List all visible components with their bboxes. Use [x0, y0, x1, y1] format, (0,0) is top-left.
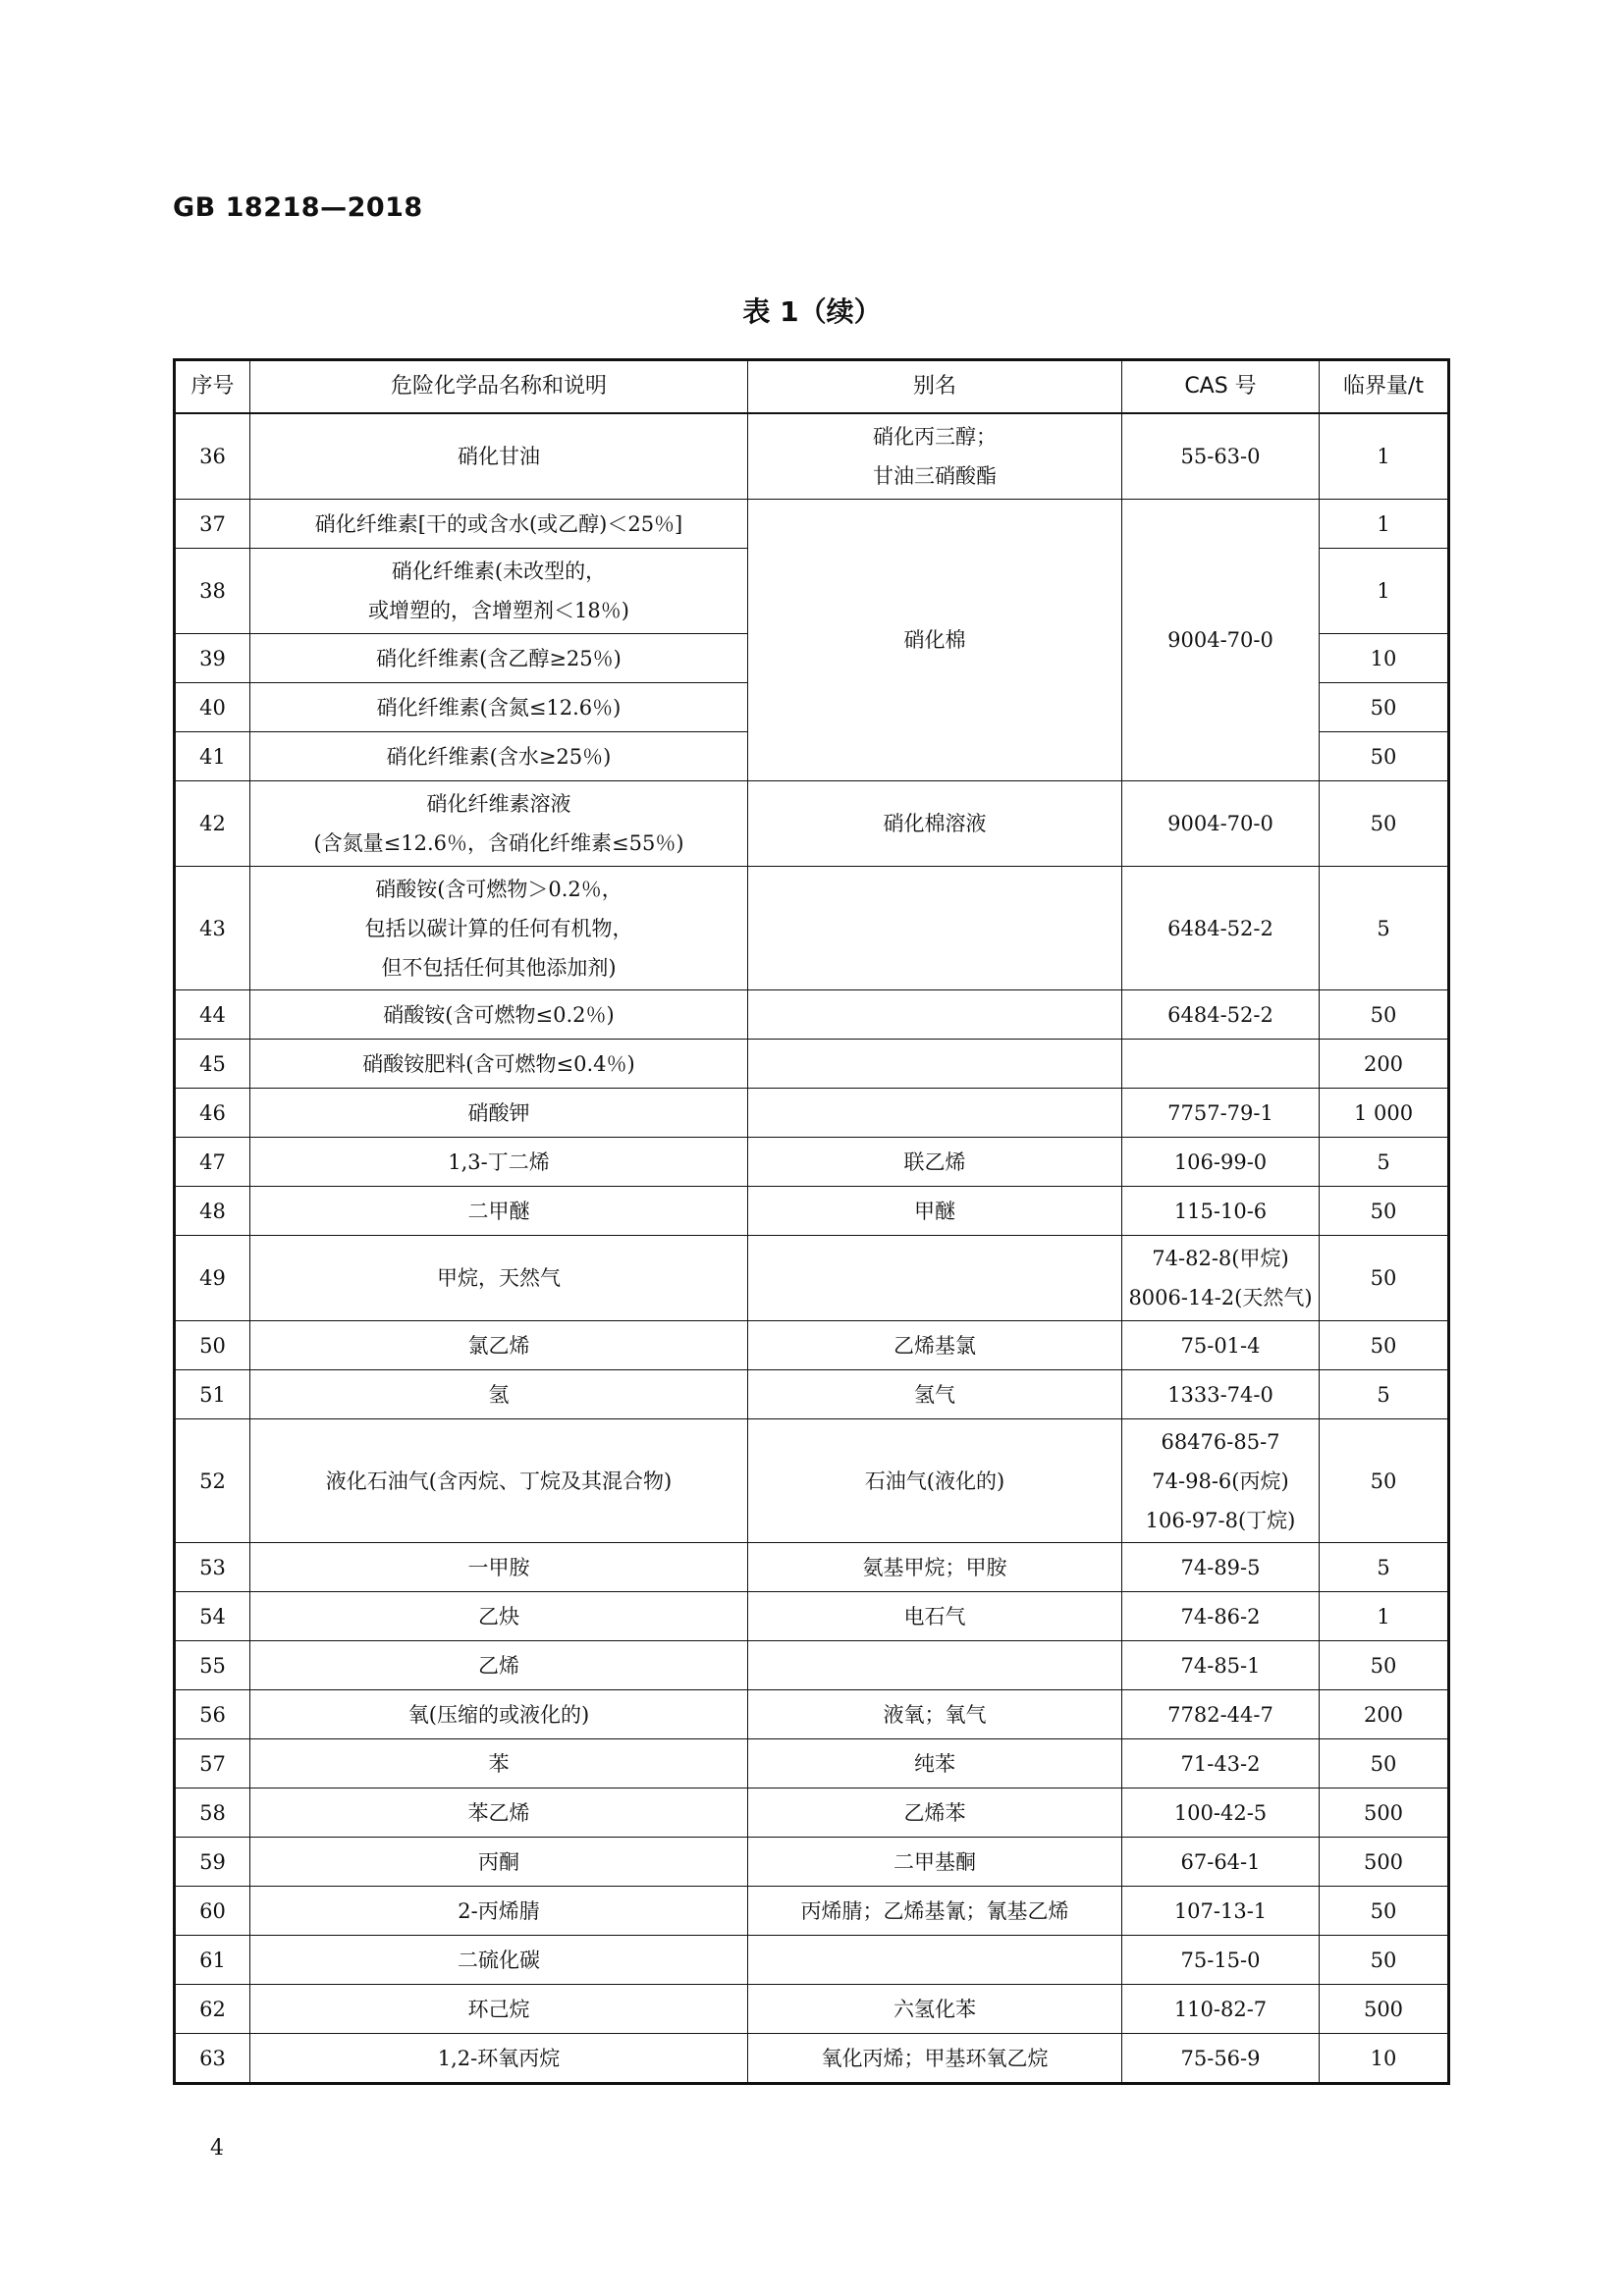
cell-line: 氯乙烯	[467, 1333, 530, 1358]
cas-number	[1122, 1040, 1320, 1089]
chemical-name	[250, 1985, 748, 2034]
table-row	[175, 1936, 1449, 1985]
cas-number	[1122, 413, 1320, 500]
cas-number	[1122, 1887, 1320, 1936]
threshold-quantity: 1	[1320, 1592, 1449, 1641]
cell-line: 74-86-2	[1180, 1604, 1261, 1629]
cell-line: 乙烯苯	[903, 1800, 966, 1825]
row-number: 54	[175, 1592, 250, 1641]
cell-line: 纯苯	[914, 1751, 955, 1776]
chemical-name	[250, 1739, 748, 1789]
cell-line: 硝化纤维素[干的或含水(或乙醇)＜25％]	[314, 511, 683, 536]
cell-line: 6484-52-2	[1167, 916, 1273, 940]
table-row	[175, 1887, 1449, 1936]
cell-line: 二甲醚	[467, 1199, 530, 1223]
cell-line: 电石气	[903, 1604, 966, 1629]
cas-number	[1122, 867, 1320, 990]
threshold-quantity: 1	[1320, 500, 1449, 549]
table-body	[175, 413, 1449, 2084]
row-number: 48	[175, 1187, 250, 1236]
cell-line: 75-15-0	[1180, 1948, 1261, 1972]
cell-line: 苯	[488, 1751, 510, 1776]
table-row	[175, 413, 1449, 500]
threshold-quantity: 50	[1320, 683, 1449, 732]
cas-number	[1122, 1789, 1320, 1838]
cas-number	[1122, 500, 1320, 781]
alias	[748, 867, 1122, 990]
threshold-quantity: 500	[1320, 1985, 1449, 2034]
page-number: 4	[210, 2136, 224, 2161]
row-number: 39	[175, 634, 250, 683]
cell-line: 乙烯	[478, 1653, 519, 1678]
cell-line: 硝酸铵(含可燃物＞0.2％，	[375, 877, 623, 901]
cell-line: 74-98-6(丙烷)	[1152, 1468, 1289, 1493]
row-number: 53	[175, 1543, 250, 1592]
row-number: 56	[175, 1690, 250, 1739]
column-header-alias: 别名	[748, 360, 1122, 414]
cell-line: 乙烯基氯	[893, 1333, 976, 1358]
chemical-name	[250, 634, 748, 683]
cell-line: 硝化纤维素(含氮≤12.6％)	[376, 695, 622, 720]
cell-line: 六氢化苯	[893, 1997, 976, 2021]
row-number: 47	[175, 1138, 250, 1187]
chemical-name	[250, 1236, 748, 1321]
alias	[748, 781, 1122, 867]
cell-line: 硝化棉溶液	[883, 812, 987, 835]
cell-line: 74-82-8(甲烷)	[1152, 1247, 1289, 1270]
table-row	[175, 990, 1449, 1040]
cell-line: 二硫化碳	[458, 1948, 540, 1972]
table-row	[175, 867, 1449, 990]
chemical-name	[250, 1690, 748, 1739]
cell-line: 硝酸钾	[467, 1100, 530, 1125]
threshold-quantity: 50	[1320, 1739, 1449, 1789]
cell-line: 67-64-1	[1180, 1849, 1261, 1874]
threshold-quantity: 50	[1320, 1187, 1449, 1236]
table-row	[175, 2034, 1449, 2084]
threshold-quantity: 50	[1320, 1236, 1449, 1321]
cell-line: 但不包括任何其他添加剂)	[381, 955, 617, 980]
standard-code: GB 18218—2018	[173, 192, 423, 223]
cell-line: 液化石油气(含丙烷、丁烷及其混合物)	[325, 1468, 673, 1493]
cell-line: 7757-79-1	[1167, 1100, 1273, 1125]
cell-line: 7782-44-7	[1167, 1702, 1273, 1727]
row-number: 43	[175, 867, 250, 990]
column-header-name: 危险化学品名称和说明	[250, 360, 748, 414]
cell-line: 丙酮	[478, 1849, 519, 1874]
chemical-name	[250, 413, 748, 500]
alias	[748, 1641, 1122, 1690]
row-number: 40	[175, 683, 250, 732]
cell-line: (含氮量≤12.6％，含硝化纤维素≤55％)	[313, 831, 684, 855]
cell-line: 9004-70-0	[1167, 628, 1273, 652]
chemical-name	[250, 683, 748, 732]
cell-line: 硝化丙三醇；	[873, 425, 997, 449]
cell-line: 硝化纤维素(含水≥25％)	[386, 744, 612, 769]
chemical-name	[250, 1040, 748, 1089]
threshold-quantity: 5	[1320, 1138, 1449, 1187]
cell-line: 氢	[488, 1382, 510, 1407]
row-number: 51	[175, 1370, 250, 1419]
cell-line: 联乙烯	[903, 1149, 966, 1174]
threshold-quantity: 50	[1320, 1641, 1449, 1690]
row-number: 62	[175, 1985, 250, 2034]
row-number: 45	[175, 1040, 250, 1089]
row-number: 59	[175, 1838, 250, 1887]
cell-line: 甘油三硝酸酯	[873, 464, 997, 488]
cas-number	[1122, 1187, 1320, 1236]
cell-line: 硝化棉	[903, 628, 966, 652]
cell-line: 71-43-2	[1180, 1751, 1261, 1776]
cell-line: 或增塑的，含增塑剂＜18％)	[368, 599, 629, 622]
cell-line: 1,3-丁二烯	[448, 1149, 550, 1174]
cell-line: 1,2-环氧丙烷	[437, 2046, 561, 2070]
cell-line: 106-97-8(丁烷)	[1145, 1508, 1296, 1532]
cas-number	[1122, 1690, 1320, 1739]
threshold-quantity: 10	[1320, 634, 1449, 683]
hazardous-chemicals-table	[173, 358, 1450, 2085]
table-row	[175, 1419, 1449, 1543]
chemical-name	[250, 2034, 748, 2084]
alias	[748, 1592, 1122, 1641]
table-row	[175, 1543, 1449, 1592]
alias	[748, 2034, 1122, 2084]
chemical-name	[250, 1419, 748, 1543]
cas-number	[1122, 1321, 1320, 1370]
threshold-quantity: 50	[1320, 1419, 1449, 1543]
chemical-name	[250, 1321, 748, 1370]
chemical-name	[250, 990, 748, 1040]
cas-number	[1122, 1936, 1320, 1985]
cas-number	[1122, 1838, 1320, 1887]
cell-line: 107-13-1	[1173, 1898, 1268, 1923]
cas-number	[1122, 1592, 1320, 1641]
table-row	[175, 1321, 1449, 1370]
row-number: 38	[175, 549, 250, 634]
cell-line: 6484-52-2	[1167, 1002, 1273, 1027]
threshold-quantity: 200	[1320, 1690, 1449, 1739]
alias	[748, 1370, 1122, 1419]
table-row	[175, 1838, 1449, 1887]
cas-number	[1122, 1370, 1320, 1419]
cell-line: 乙炔	[478, 1604, 519, 1629]
chemical-name	[250, 781, 748, 867]
table-row	[175, 1370, 1449, 1419]
cell-line: 丙烯腈；乙烯基氰；氰基乙烯	[800, 1898, 1069, 1923]
cell-line: 8006-14-2(天然气)	[1128, 1286, 1313, 1309]
alias	[748, 1739, 1122, 1789]
table-row	[175, 500, 1449, 549]
table-row	[175, 1789, 1449, 1838]
column-header-no: 序号	[175, 360, 250, 414]
cell-line: 氧(压缩的或液化的)	[407, 1702, 590, 1727]
alias	[748, 1187, 1122, 1236]
chemical-name	[250, 1089, 748, 1138]
threshold-quantity: 1	[1320, 413, 1449, 500]
chemical-name	[250, 549, 748, 634]
row-number: 63	[175, 2034, 250, 2084]
chemical-name	[250, 867, 748, 990]
cell-line: 包括以碳计算的任何有机物，	[364, 916, 633, 940]
cell-line: 115-10-6	[1173, 1199, 1268, 1223]
cell-line: 氧化丙烯；甲基环氧乙烷	[821, 2046, 1049, 2070]
chemical-name	[250, 1887, 748, 1936]
alias	[748, 500, 1122, 781]
cell-line: 液氧；氧气	[883, 1702, 987, 1727]
threshold-quantity: 5	[1320, 1543, 1449, 1592]
alias	[748, 1789, 1122, 1838]
threshold-quantity: 50	[1320, 1887, 1449, 1936]
cell-line: 甲烷，天然气	[437, 1266, 561, 1290]
column-header-cas: CAS 号	[1122, 360, 1320, 414]
table-row	[175, 1089, 1449, 1138]
row-number: 36	[175, 413, 250, 500]
cell-line: 硝化纤维素(含乙醇≥25％)	[376, 646, 622, 670]
threshold-quantity: 1 000	[1320, 1089, 1449, 1138]
cas-number	[1122, 990, 1320, 1040]
column-header-threshold: 临界量/t	[1320, 360, 1449, 414]
alias	[748, 1040, 1122, 1089]
row-number: 49	[175, 1236, 250, 1321]
table-row	[175, 1236, 1449, 1321]
chemical-name	[250, 732, 748, 781]
table-row	[175, 1187, 1449, 1236]
alias	[748, 1838, 1122, 1887]
cas-number	[1122, 1641, 1320, 1690]
threshold-quantity: 500	[1320, 1838, 1449, 1887]
row-number: 52	[175, 1419, 250, 1543]
cell-line: 硝化甘油	[458, 445, 540, 468]
threshold-quantity: 5	[1320, 867, 1449, 990]
cell-line: 110-82-7	[1173, 1997, 1268, 2021]
threshold-quantity: 1	[1320, 549, 1449, 634]
cell-line: 74-85-1	[1180, 1653, 1261, 1678]
chemical-name	[250, 1641, 748, 1690]
cell-line: 2-丙烯腈	[458, 1898, 540, 1923]
chemical-name	[250, 1187, 748, 1236]
alias	[748, 1089, 1122, 1138]
table-row	[175, 1592, 1449, 1641]
cell-line: 硝酸铵(含可燃物≤0.2％)	[383, 1002, 615, 1027]
cell-line: 9004-70-0	[1167, 812, 1273, 835]
threshold-quantity: 5	[1320, 1370, 1449, 1419]
row-number: 58	[175, 1789, 250, 1838]
table-row	[175, 1739, 1449, 1789]
alias	[748, 1936, 1122, 1985]
chemical-name	[250, 500, 748, 549]
cell-line: 硝化纤维素(未改型的，	[391, 560, 607, 583]
cell-line: 68476-85-7	[1161, 1429, 1280, 1454]
cas-number	[1122, 1236, 1320, 1321]
threshold-quantity: 50	[1320, 732, 1449, 781]
alias	[748, 1543, 1122, 1592]
cas-number	[1122, 2034, 1320, 2084]
row-number: 55	[175, 1641, 250, 1690]
table-title: 表 1（续）	[742, 295, 882, 328]
alias	[748, 413, 1122, 500]
alias	[748, 990, 1122, 1040]
cell-line: 石油气(液化的)	[864, 1468, 1005, 1493]
alias	[748, 1887, 1122, 1936]
cas-number	[1122, 781, 1320, 867]
cas-number	[1122, 1739, 1320, 1789]
chemical-name	[250, 1138, 748, 1187]
table-row	[175, 1985, 1449, 2034]
cell-line: 氨基甲烷；甲胺	[862, 1555, 1007, 1579]
cell-line: 100-42-5	[1173, 1800, 1268, 1825]
cell-line: 甲醚	[914, 1199, 955, 1223]
row-number: 41	[175, 732, 250, 781]
table-row	[175, 781, 1449, 867]
cas-number	[1122, 1985, 1320, 2034]
cas-number	[1122, 1138, 1320, 1187]
cell-line: 二甲基酮	[893, 1849, 976, 1874]
row-number: 42	[175, 781, 250, 867]
cas-number	[1122, 1089, 1320, 1138]
table-row	[175, 1138, 1449, 1187]
threshold-quantity: 500	[1320, 1789, 1449, 1838]
chemical-name	[250, 1370, 748, 1419]
alias	[748, 1690, 1122, 1739]
row-number: 37	[175, 500, 250, 549]
chemical-name	[250, 1789, 748, 1838]
table-header-row	[175, 360, 1449, 414]
threshold-quantity: 200	[1320, 1040, 1449, 1089]
row-number: 44	[175, 990, 250, 1040]
chemical-name	[250, 1543, 748, 1592]
cell-line: 一甲胺	[467, 1555, 530, 1579]
chemical-name	[250, 1936, 748, 1985]
cell-line: 75-56-9	[1180, 2046, 1261, 2070]
alias	[748, 1985, 1122, 2034]
threshold-quantity: 50	[1320, 781, 1449, 867]
row-number: 60	[175, 1887, 250, 1936]
cell-line: 74-89-5	[1180, 1555, 1261, 1579]
threshold-quantity: 50	[1320, 1936, 1449, 1985]
cell-line: 环己烷	[467, 1997, 530, 2021]
threshold-quantity: 10	[1320, 2034, 1449, 2084]
cell-line: 106-99-0	[1173, 1149, 1268, 1174]
threshold-quantity: 50	[1320, 990, 1449, 1040]
chemical-name	[250, 1592, 748, 1641]
alias	[748, 1321, 1122, 1370]
table-row	[175, 1040, 1449, 1089]
table-row	[175, 1641, 1449, 1690]
cell-line: 硝酸铵肥料(含可燃物≤0.4％)	[362, 1051, 635, 1076]
row-number: 57	[175, 1739, 250, 1789]
cell-line: 1333-74-0	[1167, 1382, 1273, 1407]
cas-number	[1122, 1543, 1320, 1592]
chemical-name	[250, 1838, 748, 1887]
row-number: 61	[175, 1936, 250, 1985]
alias	[748, 1419, 1122, 1543]
row-number: 50	[175, 1321, 250, 1370]
cell-line: 75-01-4	[1180, 1333, 1261, 1358]
cell-line: 55-63-0	[1180, 445, 1261, 468]
alias	[748, 1236, 1122, 1321]
table-row	[175, 1690, 1449, 1739]
cell-line: 氢气	[914, 1382, 955, 1407]
row-number: 46	[175, 1089, 250, 1138]
alias	[748, 1138, 1122, 1187]
threshold-quantity: 50	[1320, 1321, 1449, 1370]
cas-number	[1122, 1419, 1320, 1543]
cell-line: 苯乙烯	[467, 1800, 530, 1825]
cell-line: 硝化纤维素溶液	[426, 792, 571, 816]
